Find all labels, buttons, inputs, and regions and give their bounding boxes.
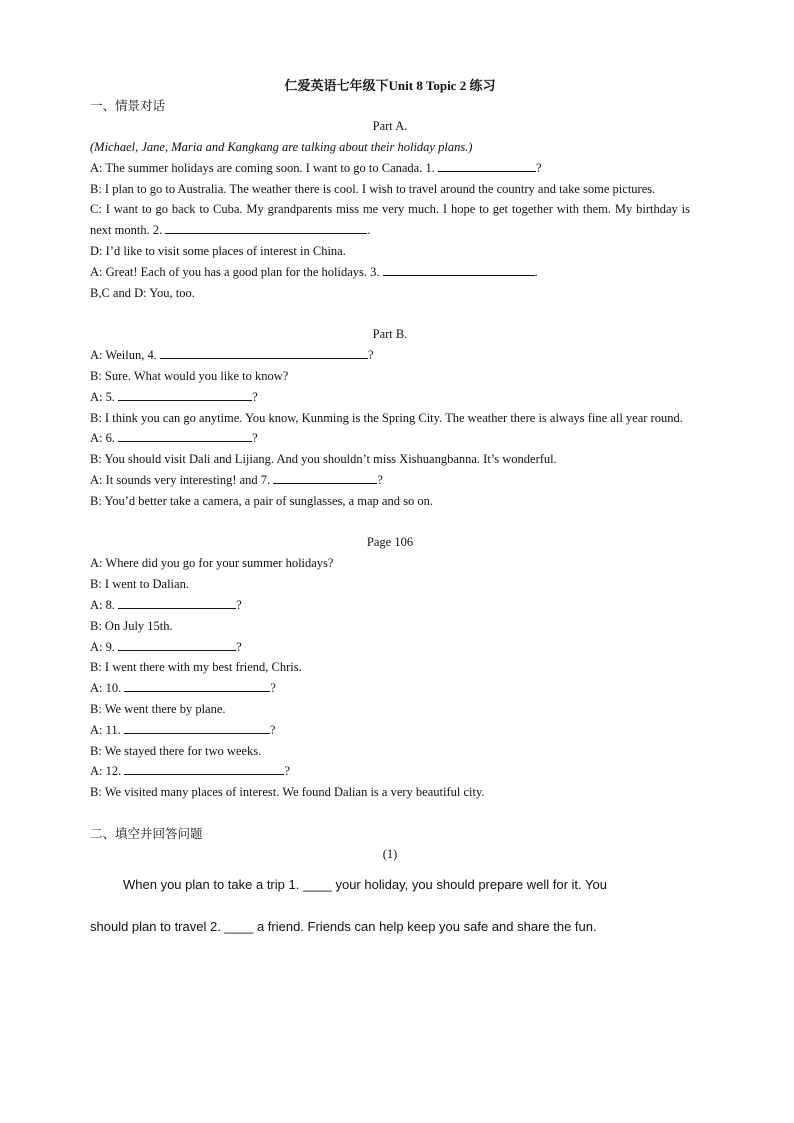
dialogue-line: B: I plan to go to Australia. The weather there is cool. I wish to travel around the country and take some pictures. (90, 181, 656, 196)
dialogue-line: B: You should visit Dali and Lijiang. And you shouldn’t miss Xishuangbanna. It’s wonderful. (90, 452, 557, 467)
dialogue-line: A: 6. ? (90, 431, 258, 446)
dialogue-line: A: 10. ? (90, 681, 276, 696)
dialogue-line: A: 5. ? (90, 389, 258, 404)
answer-blank[interactable] (165, 221, 367, 234)
dialogue-line: B: On July 15th. (90, 618, 173, 633)
part-a-title: Part A. (372, 119, 408, 133)
page-106-title: Page 106 (366, 535, 414, 550)
answer-blank[interactable] (124, 762, 284, 775)
dialogue-line: A: 9. ? (90, 639, 242, 654)
answer-blank[interactable] (118, 388, 252, 401)
dialogue-line: B: We went there by plane. (90, 701, 226, 716)
answer-blank[interactable] (273, 471, 377, 484)
dialogue-line: B: We visited many places of interest. We found Dalian is a very beautiful city. (90, 785, 485, 800)
answer-blank[interactable] (438, 159, 536, 172)
dialogue-line: A: 8. ? (90, 597, 242, 612)
part-b-title: Part B. (372, 327, 408, 342)
dialogue-line: A: Great! Each of you has a good plan for the holidays. 3. . (90, 264, 538, 279)
dialogue-line: A: 11. ? (90, 722, 276, 737)
dialogue-line: A: Where did you go for your summer holidays? (90, 556, 334, 571)
part-a-intro: (Michael, Jane, Maria and Kangkang are talking about their holiday plans.) (90, 140, 473, 154)
worksheet-page (90, 76, 690, 948)
dialogue-line: B: You’d better take a camera, a pair of sunglasses, a map and so on. (90, 493, 433, 508)
section-2-heading: 二、填空并回答问题 (90, 825, 203, 841)
dialogue-line: B: Sure. What would you like to know? (90, 368, 289, 383)
answer-blank[interactable] (124, 679, 270, 692)
dialogue-line: D: I’d like to visit some places of interest in China. (90, 243, 346, 258)
dialogue-line: B: I think you can go anytime. You know, Kunming is the Spring City. The weather there is always fine all year round. (90, 410, 683, 425)
dialogue-line: A: It sounds very interesting! and 7. ? (90, 472, 383, 487)
dialogue-line: A: Weilun, 4. ? (90, 348, 374, 363)
passage-line-2: should plan to travel 2. ____ a friend. Friends can help keep you safe and share the fun. (90, 918, 597, 934)
passage-line-1: When you plan to take a trip 1. ____ your holiday, you should prepare well for it. You (123, 876, 607, 892)
section-1-heading: 一、情景对话 (90, 98, 166, 113)
dialogue-line: B: We stayed there for two weeks. (90, 743, 262, 758)
answer-blank[interactable] (383, 263, 535, 276)
page-title: 仁爱英语七年级下Unit 8 Topic 2 练习 (284, 78, 496, 93)
dialogue-line: C: I want to go back to Cuba. My grandparents miss me very much. I hope to get together with them. My birthday is next month. 2. . (90, 202, 690, 238)
answer-blank[interactable] (160, 346, 368, 359)
answer-blank[interactable] (124, 721, 270, 734)
dialogue-line: B: I went to Dalian. (90, 577, 189, 592)
dialogue-line: B,C and D: You, too. (90, 285, 195, 300)
dialogue-line: B: I went there with my best friend, Chris. (90, 660, 302, 675)
answer-blank[interactable] (118, 638, 236, 651)
dialogue-line: A: The summer holidays are coming soon. I want to go to Canada. 1. ? (90, 160, 542, 175)
answer-blank[interactable] (118, 429, 252, 442)
answer-blank[interactable] (118, 596, 236, 609)
dialogue-line: A: 12. ? (90, 764, 290, 779)
passage-number: (1) (382, 846, 398, 861)
